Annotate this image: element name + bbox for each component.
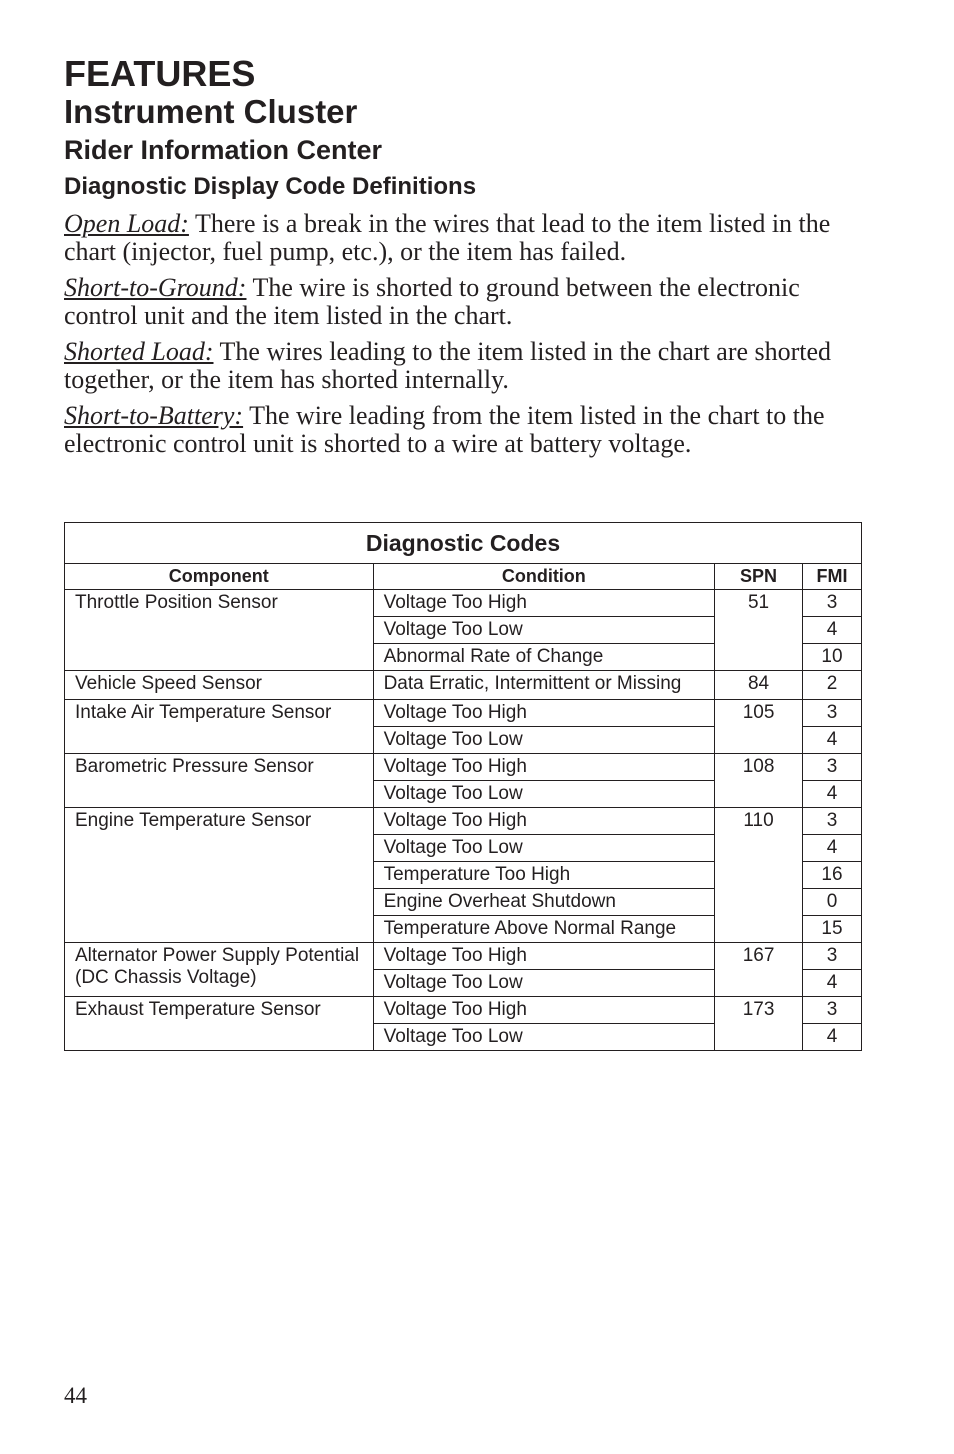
cell-component: Alternator Power Supply Potential (DC Chassis Voltage) [65,943,374,997]
cell-fmi: 4 [803,727,862,754]
cell-fmi: 3 [803,700,862,727]
table-body [65,590,862,1051]
definition-short-to-battery [64,402,864,458]
table-row [65,997,862,1024]
cell-component: Engine Temperature Sensor [65,808,374,943]
cell-condition: Temperature Above Normal Range [373,916,715,943]
cell-fmi: 16 [803,862,862,889]
diagnostic-codes-table-container [64,522,862,1051]
cell-condition: Voltage Too Low [373,970,715,997]
cell-condition: Abnormal Rate of Change [373,644,715,671]
cell-spn: 105 [715,700,803,754]
cell-spn: 84 [715,671,803,700]
definition-open-load [64,210,864,266]
table-row [65,700,862,727]
definition-text: The wire leading from the item listed in the chart to the electronic control unit is shorted to a wire at battery voltage. [64,401,825,458]
table-title: Diagnostic Codes [65,523,862,564]
page-content [64,54,864,458]
cell-fmi: 4 [803,970,862,997]
column-header-component: Component [65,564,374,590]
definition-text: There is a break in the wires that lead to the item listed in the chart (injector, fuel pump, etc.), or the item has failed. [64,209,831,266]
cell-fmi: 4 [803,1024,862,1051]
cell-fmi: 3 [803,808,862,835]
page-number: 44 [64,1383,87,1408]
cell-fmi: 15 [803,916,862,943]
table-row [65,590,862,617]
column-header-spn: SPN [715,564,803,590]
cell-component: Throttle Position Sensor [65,590,374,671]
table-row [65,943,862,970]
cell-condition: Voltage Too High [373,700,715,727]
cell-fmi: 4 [803,835,862,862]
cell-spn: 167 [715,943,803,997]
cell-spn: 110 [715,808,803,943]
cell-spn: 173 [715,997,803,1051]
cell-fmi: 4 [803,617,862,644]
section-heading: FEATURES [64,53,256,94]
table-row [65,808,862,835]
cell-spn: 51 [715,590,803,671]
definition-short-to-ground [64,274,864,330]
cell-fmi: 3 [803,943,862,970]
definition-text: The wire is shorted to ground between the electronic control unit and the item listed in the chart. [64,273,800,330]
cell-condition: Voltage Too Low [373,781,715,808]
table-row [65,754,862,781]
subsection-heading: Diagnostic Display Code Definitions [64,173,477,200]
cell-component: Barometric Pressure Sensor [65,754,374,808]
column-header-fmi: FMI [803,564,862,590]
cell-condition: Voltage Too Low [373,617,715,644]
cell-fmi: 3 [803,997,862,1024]
cell-condition: Voltage Too High [373,943,715,970]
definition-term: Open Load: [64,209,189,238]
cell-fmi: 3 [803,590,862,617]
cell-condition: Voltage Too High [373,754,715,781]
cell-component: Vehicle Speed Sensor [65,671,374,700]
definition-shorted-load [64,338,864,394]
definition-text: The wires leading to the item listed in the chart are shorted together, or the item has shorted internally. [64,337,832,394]
cell-fmi: 2 [803,671,862,700]
cell-condition: Voltage Too High [373,590,715,617]
cell-condition: Voltage Too Low [373,835,715,862]
cell-condition: Voltage Too High [373,997,715,1024]
cell-component: Exhaust Temperature Sensor [65,997,374,1051]
cell-fmi: 3 [803,754,862,781]
cell-condition: Voltage Too High [373,808,715,835]
definition-term: Short-to-Battery: [64,401,244,430]
definition-term: Short-to-Ground: [64,273,247,302]
column-header-condition: Condition [373,564,715,590]
cell-condition: Voltage Too Low [373,727,715,754]
diagnostic-codes-table [64,522,862,1051]
cell-fmi: 10 [803,644,862,671]
cell-condition: Voltage Too Low [373,1024,715,1051]
cell-fmi: 4 [803,781,862,808]
cell-condition: Temperature Too High [373,862,715,889]
definition-term: Shorted Load: [64,337,214,366]
cell-fmi: 0 [803,889,862,916]
cell-condition: Engine Overheat Shutdown [373,889,715,916]
table-row [65,671,862,700]
cell-condition: Data Erratic, Intermittent or Missing [373,671,715,700]
cell-component: Intake Air Temperature Sensor [65,700,374,754]
page-title: Instrument Cluster [64,93,358,130]
cell-spn: 108 [715,754,803,808]
page-subtitle: Rider Information Center [64,135,383,165]
